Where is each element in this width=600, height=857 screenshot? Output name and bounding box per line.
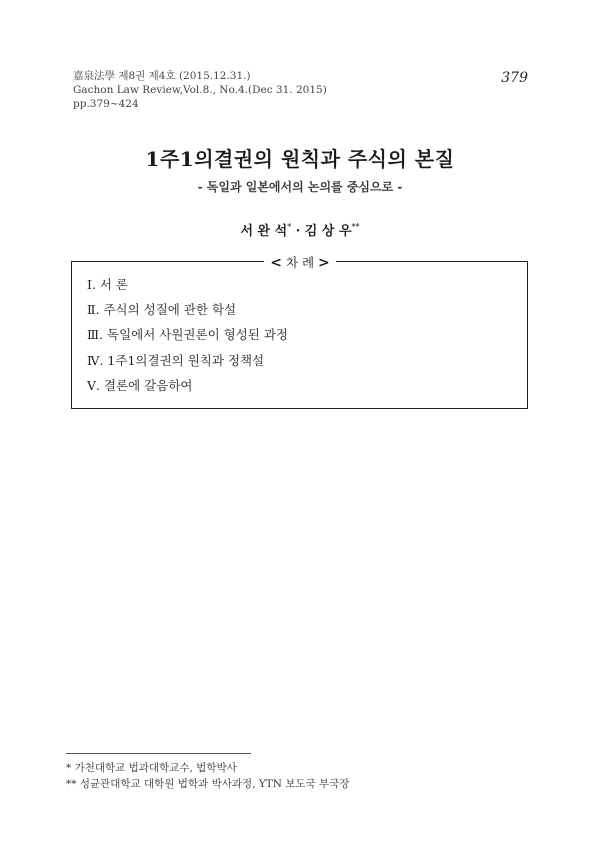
paper-title: 1주1의결권의 원칙과 주식의 본질: [145, 147, 455, 171]
journal-header-line1: 嘉泉法學 제8권 제4호 (2015.12.31.): [73, 70, 251, 82]
footnote-divider: [66, 753, 251, 754]
author-1: 서 완 석: [240, 224, 288, 239]
journal-header-pages: pp.379~424: [73, 98, 139, 110]
toc-item-5: Ⅴ. 결론에 갈음하여: [87, 378, 193, 393]
author-2: 김 상 우: [304, 224, 352, 239]
toc-item-1: Ⅰ. 서 론: [87, 277, 129, 292]
toc-item-3: Ⅲ. 독일에서 사원권론이 형성된 과정: [87, 327, 288, 342]
footnote-2: ** 성균관대학교 대학원 법학과 박사과정, YTN 보도국 부국장: [66, 778, 350, 790]
author-1-footnote-mark: *: [287, 222, 292, 232]
chevron-right-icon: >: [318, 255, 330, 271]
paper-subtitle: - 독일과 일본에서의 논의를 중심으로 -: [197, 180, 403, 194]
toc-heading: [0, 252, 600, 271]
toc-heading-label: 차 례: [285, 255, 315, 270]
page-number: 379: [501, 70, 528, 86]
chevron-left-icon: <: [270, 255, 282, 271]
authors-line: [0, 220, 600, 239]
toc-item-4: Ⅳ. 1주1의결권의 원칙과 정책설: [87, 353, 265, 368]
toc-item-2: Ⅱ. 주식의 성질에 관한 학설: [87, 302, 237, 317]
author-2-footnote-mark: **: [351, 222, 360, 232]
footnote-1: * 가천대학교 법과대학교수, 법학박사: [66, 762, 237, 774]
journal-header-line2: Gachon Law Review,Vol.8., No.4.(Dec 31. 2015): [73, 84, 327, 96]
author-separator: ·: [295, 224, 301, 239]
